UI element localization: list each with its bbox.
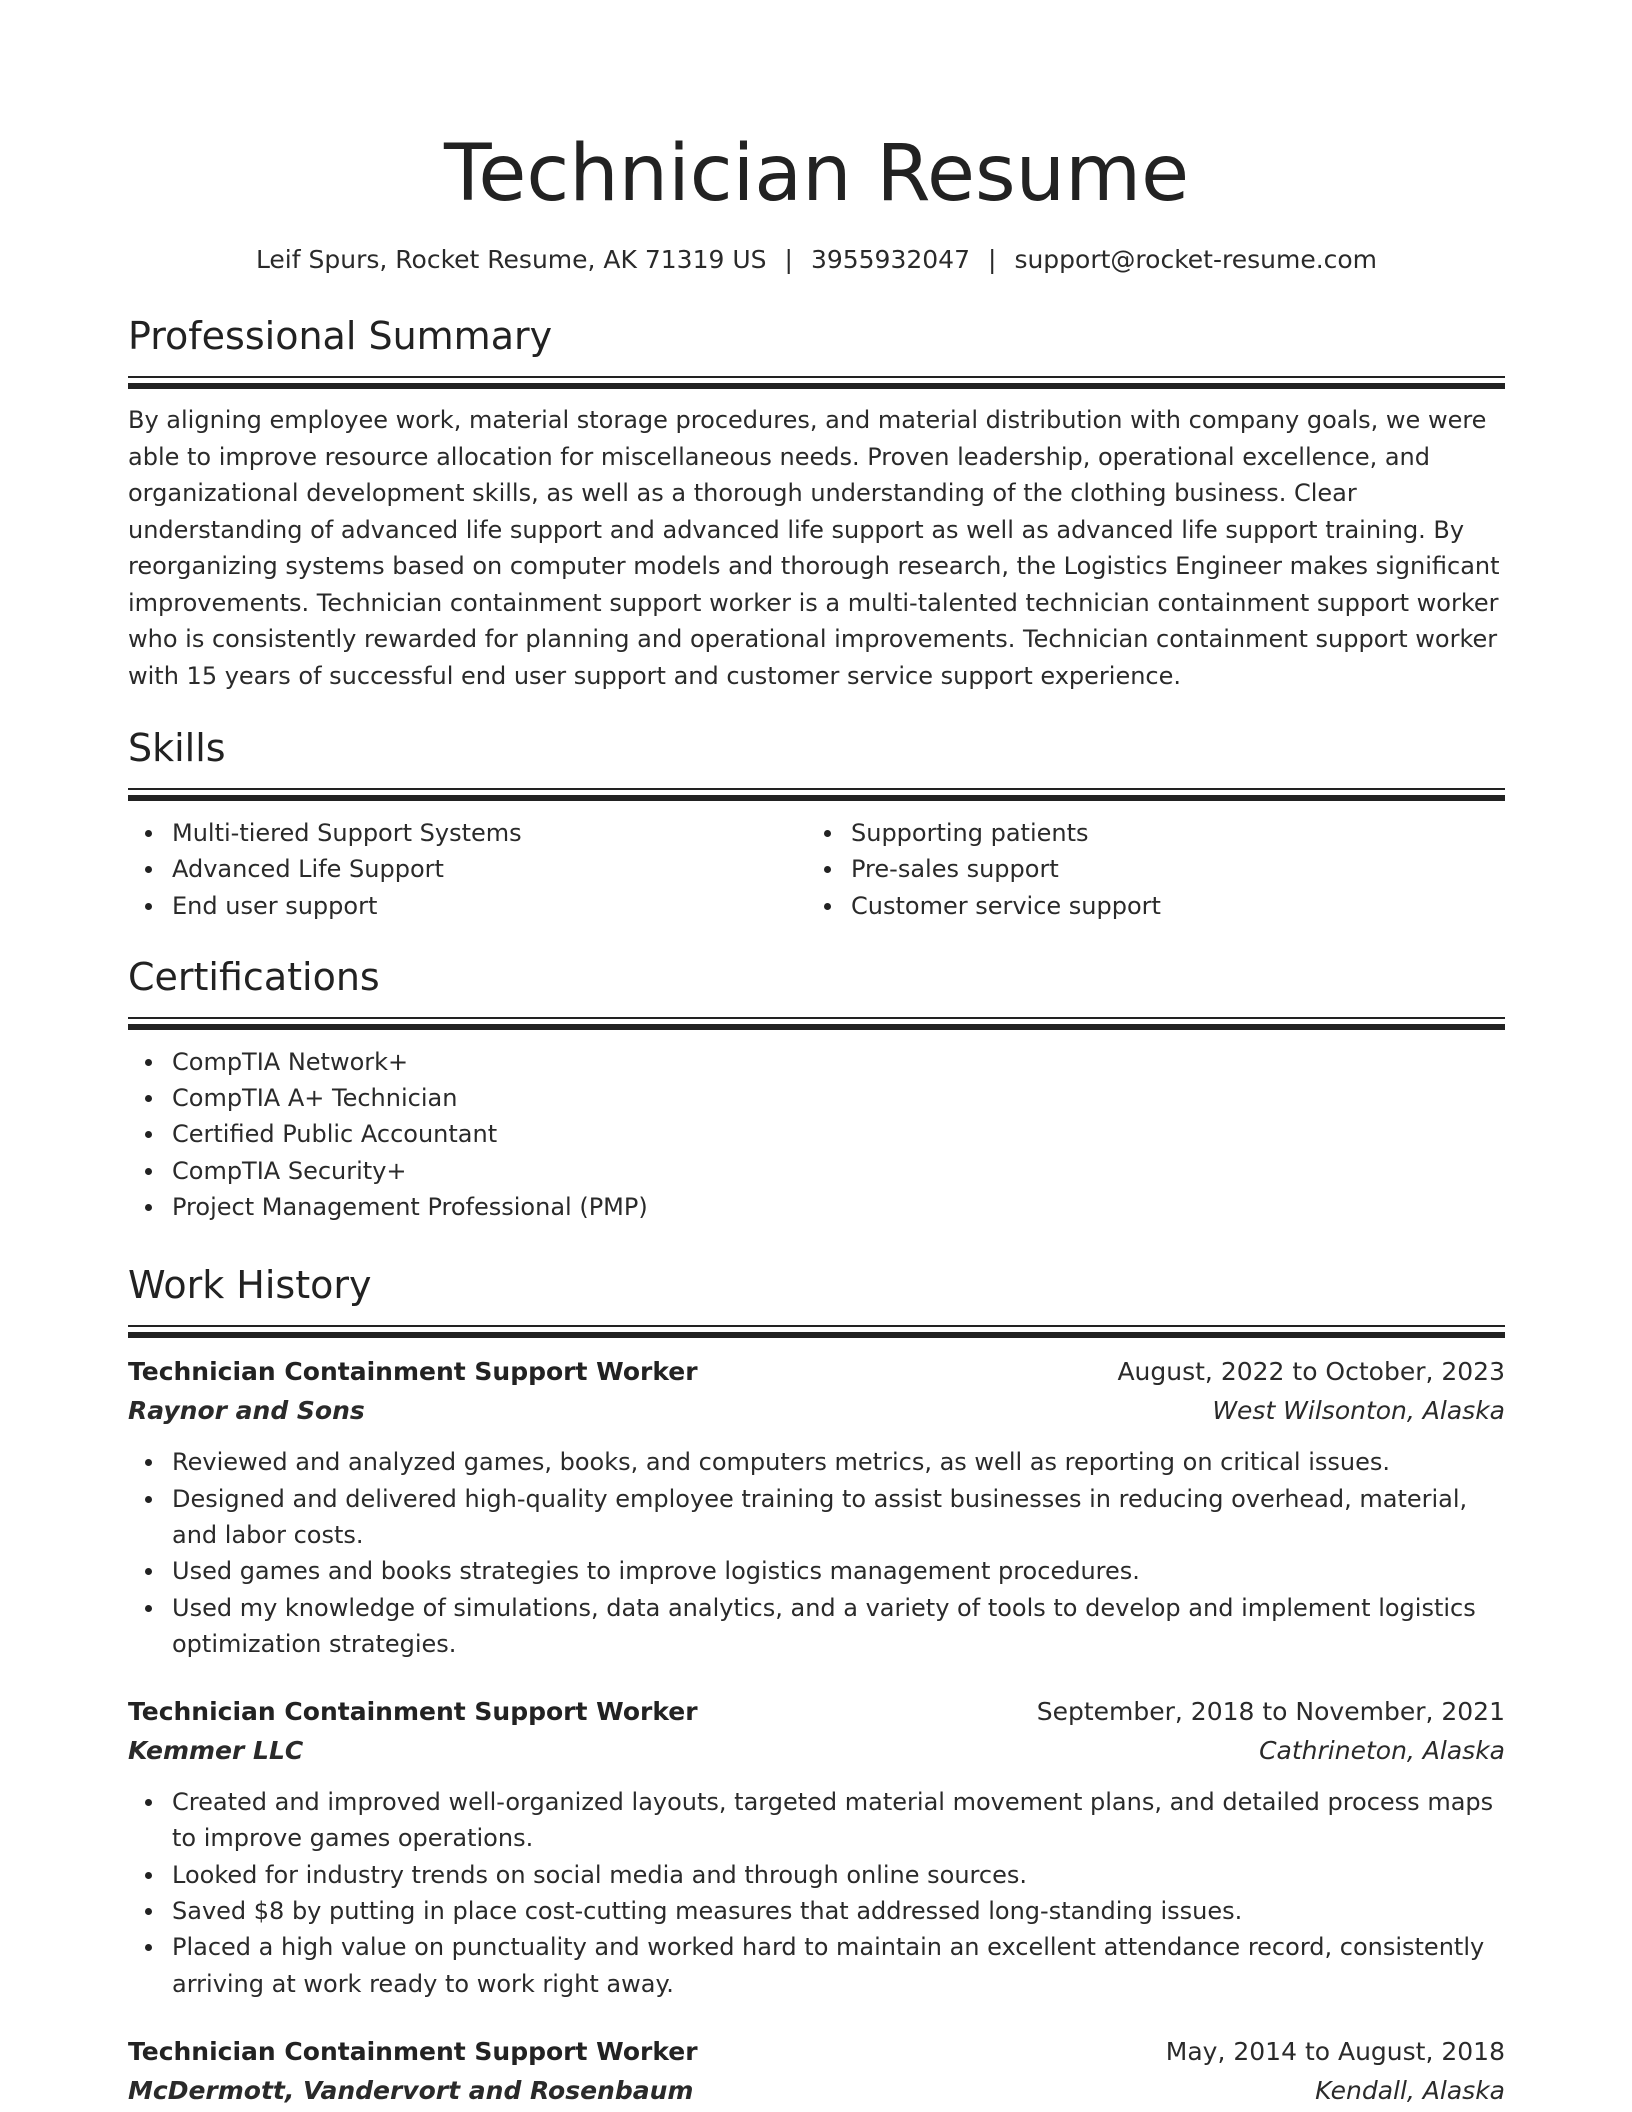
skill-item: Multi-tiered Support Systems	[128, 815, 807, 851]
job-header	[128, 1692, 1505, 1732]
certification-item: Project Management Professional (PMP)	[128, 1189, 1505, 1225]
job-dates: May, 2014 to August, 2018	[1165, 2036, 1505, 2066]
job-title: Technician Containment Support Worker	[128, 1697, 698, 1727]
job-title: Technician Containment Support Worker	[128, 1357, 698, 1387]
section-divider	[128, 1017, 1505, 1030]
job-company: Raynor and Sons	[128, 1396, 365, 1426]
job-subheader	[128, 1392, 1505, 1430]
job-company: McDermott, Vandervort and Rosenbaum	[128, 2075, 694, 2105]
job-header	[128, 1352, 1505, 1392]
contact-phone: 3955932047	[810, 245, 970, 274]
job-location: Cathrineton, Alaska	[1259, 1736, 1505, 1766]
contact-separator: |	[988, 245, 997, 274]
section-title-work-history: Work History	[128, 1263, 372, 1308]
certifications-section	[128, 951, 1505, 1225]
job-location: Kendall, Alaska	[1315, 2075, 1505, 2105]
job-entry	[128, 1352, 1505, 1662]
section-divider	[128, 376, 1505, 389]
job-title: Technician Containment Support Worker	[128, 2036, 698, 2066]
job-bullet: Designed and delivered high-quality employee training to assist businesses in reducing overhead, material, and labor costs.	[128, 1481, 1505, 1554]
certification-item: CompTIA Security+	[128, 1153, 1505, 1189]
job-subheader	[128, 1732, 1505, 1770]
job-bullet: Created and improved well-organized layouts, targeted material movement plans, and detailed process maps to improve games operations.	[128, 1784, 1505, 1857]
job-header	[128, 2032, 1505, 2072]
work-history-section	[128, 1259, 1505, 2110]
section-title-certifications: Certifications	[128, 954, 380, 999]
certification-item: Certified Public Accountant	[128, 1116, 1505, 1152]
job-bullet: Used my knowledge of simulations, data analytics, and a variety of tools to develop and implement logistics optimization strategies.	[128, 1590, 1505, 1663]
contact-line	[128, 240, 1505, 280]
section-divider	[128, 1325, 1505, 1338]
job-bullet: Used games and books strategies to improve logistics management procedures.	[128, 1553, 1505, 1589]
section-title-summary: Professional Summary	[128, 314, 553, 358]
certification-item: CompTIA A+ Technician	[128, 1080, 1505, 1116]
skills-section	[128, 722, 1505, 924]
summary-text: By aligning employee work, material storage procedures, and material distribution with company goals, we were able to improve resource allocation for miscellaneous needs. Proven leadership, operational excellence, and organizational development skills, as well as a thorough understanding of the clothing business. Clear understanding of advanced life support and advanced life support as well as advanced life support training. By reorganizing systems based on computer models and thorough research, the Logistics Engineer makes significant improvements. Technician containment support worker is a multi-talented technician containment support worker who is consistently rewarded for planning and operational improvements. Technician containment support worker with 15 years of successful end user support and customer service support experience.	[128, 406, 1500, 690]
skills-list-left	[128, 815, 807, 924]
job-bullets	[128, 1444, 1505, 1662]
certifications-list	[128, 1044, 1505, 1225]
job-dates: September, 2018 to November, 2021	[1036, 1697, 1505, 1727]
document-title: Technician Resume	[443, 129, 1190, 219]
certification-item: CompTIA Network+	[128, 1044, 1505, 1080]
job-bullet: Saved $8 by putting in place cost-cutting measures that addressed long-standing issues.	[128, 1893, 1505, 1929]
skill-item: Supporting patients	[807, 815, 1497, 851]
summary-section	[128, 310, 1505, 694]
job-company: Kemmer LLC	[128, 1736, 304, 1766]
job-bullet: Looked for industry trends on social media and through online sources.	[128, 1857, 1505, 1893]
contact-email: support@rocket-resume.com	[1014, 245, 1378, 274]
job-subheader	[128, 2072, 1505, 2110]
skills-grid	[128, 815, 1505, 924]
contact-address: Leif Spurs, Rocket Resume, AK 71319 US	[255, 245, 767, 274]
job-bullet: Placed a high value on punctuality and worked hard to maintain an excellent attendance record, consistently arriving at work ready to work right away.	[128, 1929, 1505, 2002]
section-divider	[128, 788, 1505, 801]
skill-item: Pre-sales support	[807, 851, 1497, 887]
job-bullet: Reviewed and analyzed games, books, and computers metrics, as well as reporting on critical issues.	[128, 1444, 1505, 1480]
skills-list-right	[807, 815, 1497, 924]
job-location: West Wilsonton, Alaska	[1212, 1396, 1505, 1426]
contact-separator: |	[784, 245, 793, 274]
job-entry	[128, 2032, 1505, 2110]
skill-item: End user support	[128, 888, 807, 924]
job-dates: August, 2022 to October, 2023	[1117, 1357, 1505, 1387]
section-title-skills: Skills	[128, 726, 226, 770]
job-bullets	[128, 1784, 1505, 2002]
skill-item: Advanced Life Support	[128, 851, 807, 887]
job-entry	[128, 1692, 1505, 2002]
skill-item: Customer service support	[807, 888, 1497, 924]
